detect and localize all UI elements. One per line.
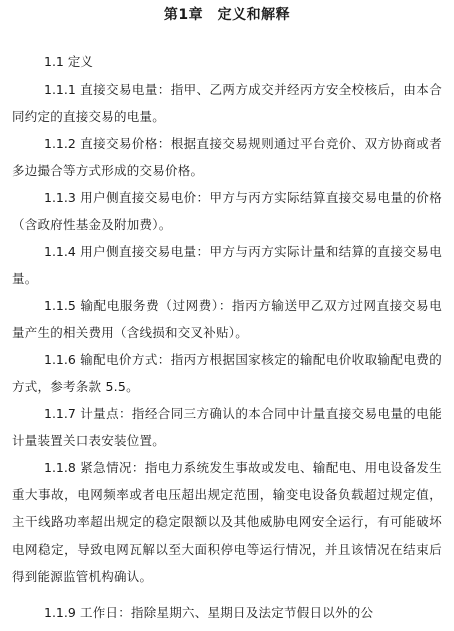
clause-1-1-4 [12,238,442,292]
clause-number: 1.1.9 [44,605,76,620]
clause-number: 1.1.4 [44,244,76,259]
clause-text: 直接交易价格：根据直接交易规则通过平台竞价、双方协商或者多边撮合等方式形成的交易价格。 [12,136,442,179]
clause-number: 1.1.3 [44,190,76,205]
clause-text: 计量点：指经合同三方确认的本合同中计量直接交易电量的电能计量装置关口表安装位置。 [12,406,442,449]
clause-number: 1.1.7 [44,406,76,421]
clause-number: 1.1.6 [44,352,76,367]
clause-text: 紧急情况：指电力系统发生事故或发电、输配电、用电设备发生重大事故，电网频率或者电压超出规定范围，输变电设备负载超过规定值，主干线路功率超出规定的稳定限额以及其他威胁电网安全运行，有可能破坏电网稳定，导致电网瓦解以至大面积停电等运行情况，并且该情况在结束后得到能源监管机构确认。 [12,460,442,584]
clause-1-1-1 [12,76,442,130]
clause-1-1-9 [12,599,442,626]
clause-text: 直接交易电量：指甲、乙两方成交并经丙方安全校核后，由本合同约定的直接交易的电量。 [12,82,442,125]
clause-1-1-7 [12,400,442,454]
chapter-title: 第1章 定义和解释 [163,7,291,23]
clause-number: 1.1.2 [44,136,76,151]
clause-1-1-8 [12,454,442,590]
clause-number: 1.1.8 [44,460,76,475]
clause-1-1-2 [12,130,442,184]
clause-text: 输配电服务费（过网费）：指丙方输送甲乙双方过网直接交易电量产生的相关费用（含线损和交叉补贴）。 [12,298,442,341]
clause-1-1-6 [12,346,442,400]
clause-1-1-3 [12,184,442,238]
clause-text: 用户侧直接交易电量：甲方与丙方实际计量和结算的直接交易电量。 [12,244,442,287]
clause-number: 1.1.1 [44,82,76,97]
clause-text: 输配电价方式：指丙方根据国家核定的输配电价收取输配电费的方式，参考条款 5.5。 [12,352,442,395]
clause-text: 用户侧直接交易电价：甲方与丙方实际结算直接交易电量的价格（含政府性基金及附加费）。 [12,190,442,233]
section-heading: 1.1 定义 [44,54,93,69]
clause-number: 1.1.5 [44,298,76,313]
clause-text: 工作日：指除星期六、星期日及法定节假日以外的公 [80,605,374,620]
clause-1-1-5 [12,292,442,346]
